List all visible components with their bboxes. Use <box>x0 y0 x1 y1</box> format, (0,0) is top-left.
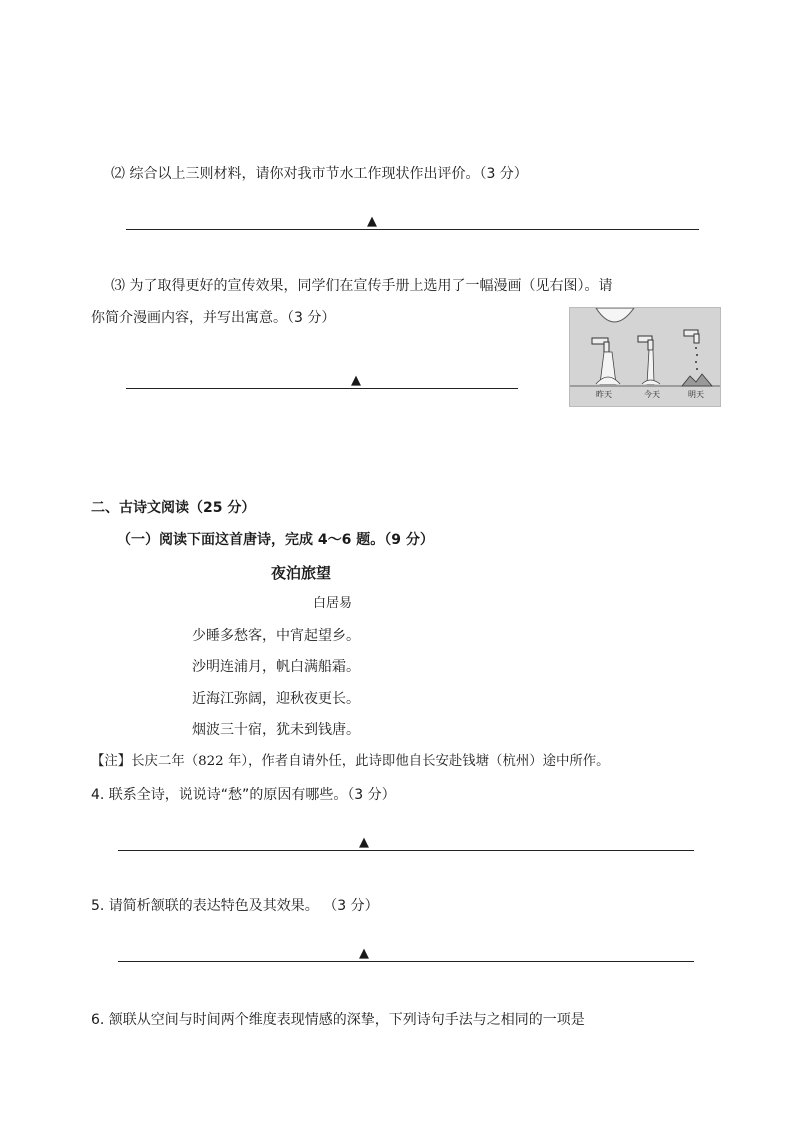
question-2: ⑵ 综合以上三则材料，请你对我市节水工作现状作出评价。（3 分） <box>111 166 528 182</box>
poem-author: 白居易 <box>313 596 353 611</box>
answer-line-q3 <box>126 388 518 389</box>
cartoon-label-today: 今天 <box>644 390 660 399</box>
poem-line: 近海江弥阔，迎秋夜更长。 <box>192 691 360 707</box>
answer-marker-q4: ▲ <box>359 835 369 850</box>
poem-line: 少睡多愁客，中宵起望乡。 <box>192 628 360 644</box>
water-saving-cartoon <box>569 307 721 407</box>
question-4: 4. 联系全诗，说说诗“愁”的原因有哪些。（3 分） <box>91 787 396 803</box>
cartoon-label-yesterday: 昨天 <box>596 390 612 399</box>
answer-line-q2 <box>126 229 699 230</box>
answer-marker-q5: ▲ <box>359 946 369 961</box>
poem-line: 烟波三十宿，犹未到钱唐。 <box>192 722 360 738</box>
answer-line-q5 <box>118 961 694 962</box>
section-2-title: 二、古诗文阅读（25 分） <box>91 500 256 516</box>
answer-marker-q2: ▲ <box>367 214 377 229</box>
poem-title: 夜泊旅望 <box>271 564 332 582</box>
poem-note: 【注】长庆二年（822 年），作者自请外任，此诗即他自长安赴钱塘（杭州）途中所作。 <box>91 754 610 769</box>
part-1-title: （一）阅读下面这首唐诗，完成 4～6 题。（9 分） <box>117 532 434 548</box>
question-3-line-2: 你简介漫画内容，并写出寓意。（3 分） <box>91 310 336 326</box>
question-3-line-1: ⑶ 为了取得更好的宣传效果，同学们在宣传手册上选用了一幅漫画（见右图）。请 <box>111 278 613 294</box>
cartoon-label-tomorrow: 明天 <box>688 390 704 399</box>
answer-line-q4 <box>118 850 694 851</box>
question-5: 5. 请简析颔联的表达特色及其效果。 （3 分） <box>91 898 379 914</box>
answer-marker-q3: ▲ <box>351 373 361 388</box>
question-6: 6. 颔联从空间与时间两个维度表现情感的深挚，下列诗句手法与之相同的一项是 <box>91 1012 585 1028</box>
poem-line: 沙明连浦月，帆白满船霜。 <box>192 659 360 675</box>
